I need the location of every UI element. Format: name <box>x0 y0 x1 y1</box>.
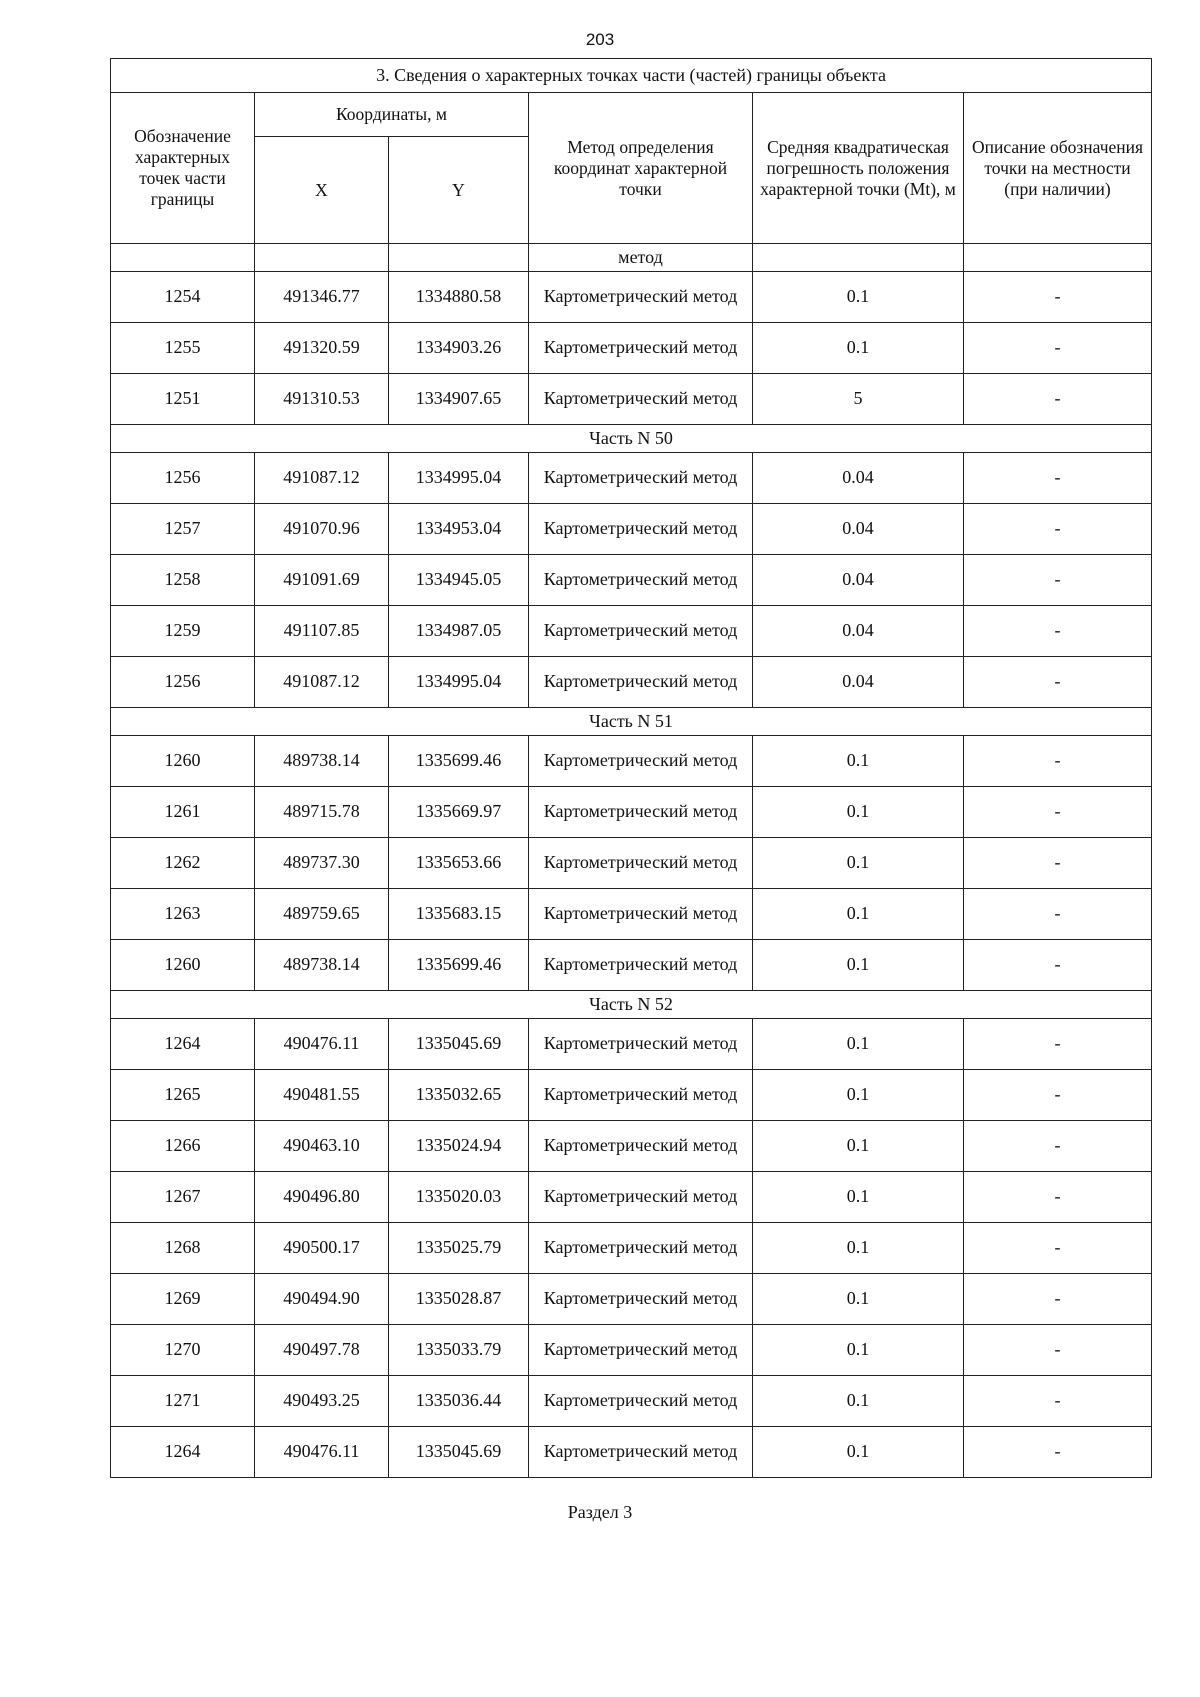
error-cell: 0.1 <box>753 323 964 374</box>
y-cell: 1334880.58 <box>389 272 529 323</box>
characteristic-points-table <box>110 58 1152 1478</box>
x-cell: 491346.77 <box>255 272 389 323</box>
description-cell: - <box>964 374 1152 425</box>
point-cell: 1260 <box>111 736 255 787</box>
point-cell: 1251 <box>111 374 255 425</box>
point-cell: 1271 <box>111 1376 255 1427</box>
error-cell: 5 <box>753 374 964 425</box>
x-cell: 490481.55 <box>255 1070 389 1121</box>
point-cell: 1266 <box>111 1121 255 1172</box>
x-cell: 491087.12 <box>255 657 389 708</box>
table-row <box>111 1325 1152 1376</box>
table-row <box>111 889 1152 940</box>
point-cell: 1261 <box>111 787 255 838</box>
table-row <box>111 1223 1152 1274</box>
description-cell: - <box>964 453 1152 504</box>
x-cell: 491070.96 <box>255 504 389 555</box>
header-method: Метод определения координат характерной точки <box>529 93 753 244</box>
x-cell: 491091.69 <box>255 555 389 606</box>
point-cell: 1264 <box>111 1019 255 1070</box>
point-cell: 1255 <box>111 323 255 374</box>
x-cell: 489738.14 <box>255 736 389 787</box>
table-row <box>111 1376 1152 1427</box>
table-body <box>111 244 1152 1478</box>
table-row <box>111 374 1152 425</box>
y-cell: 1335036.44 <box>389 1376 529 1427</box>
error-cell: 0.1 <box>753 736 964 787</box>
method-cell: Картометрический метод <box>529 1376 753 1427</box>
header-coords: Координаты, м <box>255 93 529 137</box>
part-header-row <box>111 708 1152 736</box>
method-cell: Картометрический метод <box>529 787 753 838</box>
x-cell: 490476.11 <box>255 1427 389 1478</box>
point-cell: 1267 <box>111 1172 255 1223</box>
x-cell: 491087.12 <box>255 453 389 504</box>
error-cell: 0.04 <box>753 606 964 657</box>
description-cell: - <box>964 1274 1152 1325</box>
x-cell: 490463.10 <box>255 1121 389 1172</box>
table-row <box>111 504 1152 555</box>
description-cell: - <box>964 787 1152 838</box>
table-row <box>111 657 1152 708</box>
point-cell: 1269 <box>111 1274 255 1325</box>
table-row <box>111 453 1152 504</box>
error-cell: 0.04 <box>753 504 964 555</box>
y-cell: 1334953.04 <box>389 504 529 555</box>
table-row <box>111 838 1152 889</box>
error-cell: 0.1 <box>753 1223 964 1274</box>
page-number: 203 <box>585 30 615 49</box>
part-label: Часть N 52 <box>111 991 1152 1019</box>
x-cell: 489737.30 <box>255 838 389 889</box>
method-cell: Картометрический метод <box>529 606 753 657</box>
table-row <box>111 272 1152 323</box>
error-cell: 0.1 <box>753 787 964 838</box>
table-row <box>111 1427 1152 1478</box>
y-cell: 1334995.04 <box>389 453 529 504</box>
x-cell: 491107.85 <box>255 606 389 657</box>
section-footer: Раздел 3 <box>567 1502 633 1522</box>
error-cell: 0.1 <box>753 1172 964 1223</box>
description-cell: - <box>964 606 1152 657</box>
y-cell: 1335032.65 <box>389 1070 529 1121</box>
method-cell: Картометрический метод <box>529 736 753 787</box>
error-cell: 0.04 <box>753 555 964 606</box>
point-cell: 1256 <box>111 453 255 504</box>
description-cell: - <box>964 1172 1152 1223</box>
table-row <box>111 555 1152 606</box>
table-row <box>111 606 1152 657</box>
method-cell: Картометрический метод <box>529 272 753 323</box>
error-cell: 0.1 <box>753 940 964 991</box>
description-cell: - <box>964 1121 1152 1172</box>
method-cell: Картометрический метод <box>529 1274 753 1325</box>
y-cell: 1335024.94 <box>389 1121 529 1172</box>
method-cell: Картометрический метод <box>529 940 753 991</box>
table-row <box>111 787 1152 838</box>
description-cell: - <box>964 272 1152 323</box>
part-label: Часть N 50 <box>111 425 1152 453</box>
y-cell: 1335045.69 <box>389 1019 529 1070</box>
x-cell: 491310.53 <box>255 374 389 425</box>
y-cell: 1335020.03 <box>389 1172 529 1223</box>
header-y: Y <box>389 137 529 244</box>
header-point: Обозначение характерных точек части границы <box>111 93 255 244</box>
error-cell: 0.1 <box>753 838 964 889</box>
error-cell: 0.04 <box>753 657 964 708</box>
y-cell: 1335699.46 <box>389 736 529 787</box>
part-label: Часть N 51 <box>111 708 1152 736</box>
header-description: Описание обозначения точки на местности (при наличии) <box>964 93 1152 244</box>
point-cell: 1256 <box>111 657 255 708</box>
x-cell: 490496.80 <box>255 1172 389 1223</box>
method-cell: Картометрический метод <box>529 1427 753 1478</box>
part-header-row <box>111 991 1152 1019</box>
table-row <box>111 736 1152 787</box>
y-cell: 1335025.79 <box>389 1223 529 1274</box>
table-row <box>111 1019 1152 1070</box>
description-cell: - <box>964 889 1152 940</box>
description-cell: - <box>964 555 1152 606</box>
y-cell: 1335653.66 <box>389 838 529 889</box>
table-title: 3. Сведения о характерных точках части (частей) границы объекта <box>111 59 1152 93</box>
y-cell: 1335699.46 <box>389 940 529 991</box>
error-cell: 0.1 <box>753 1274 964 1325</box>
method-cell: Картометрический метод <box>529 1172 753 1223</box>
y-cell: 1334903.26 <box>389 323 529 374</box>
method-cell: Картометрический метод <box>529 889 753 940</box>
error-cell: 0.1 <box>753 1325 964 1376</box>
point-cell: 1263 <box>111 889 255 940</box>
table-row <box>111 1172 1152 1223</box>
point-cell: 1264 <box>111 1427 255 1478</box>
x-cell: 490500.17 <box>255 1223 389 1274</box>
description-cell: - <box>964 1019 1152 1070</box>
continuation-cell: метод <box>529 244 753 272</box>
description-cell: - <box>964 736 1152 787</box>
point-cell: 1260 <box>111 940 255 991</box>
error-cell: 0.1 <box>753 1427 964 1478</box>
x-cell: 490493.25 <box>255 1376 389 1427</box>
error-cell: 0.04 <box>753 453 964 504</box>
table-row <box>111 1274 1152 1325</box>
continuation-row <box>111 244 1152 272</box>
method-cell: Картометрический метод <box>529 1019 753 1070</box>
point-cell: 1258 <box>111 555 255 606</box>
description-cell: - <box>964 1427 1152 1478</box>
x-cell: 489715.78 <box>255 787 389 838</box>
table-row <box>111 1121 1152 1172</box>
method-cell: Картометрический метод <box>529 1070 753 1121</box>
description-cell: - <box>964 1223 1152 1274</box>
y-cell: 1334945.05 <box>389 555 529 606</box>
point-cell: 1259 <box>111 606 255 657</box>
x-cell: 490497.78 <box>255 1325 389 1376</box>
point-cell: 1257 <box>111 504 255 555</box>
error-cell: 0.1 <box>753 1019 964 1070</box>
method-cell: Картометрический метод <box>529 1121 753 1172</box>
description-cell: - <box>964 1325 1152 1376</box>
table-row <box>111 323 1152 374</box>
y-cell: 1334987.05 <box>389 606 529 657</box>
y-cell: 1335045.69 <box>389 1427 529 1478</box>
header-x: X <box>255 137 389 244</box>
x-cell: 489759.65 <box>255 889 389 940</box>
method-cell: Картометрический метод <box>529 453 753 504</box>
method-cell: Картометрический метод <box>529 504 753 555</box>
method-cell: Картометрический метод <box>529 1325 753 1376</box>
method-cell: Картометрический метод <box>529 1223 753 1274</box>
y-cell: 1335669.97 <box>389 787 529 838</box>
part-header-row <box>111 425 1152 453</box>
description-cell: - <box>964 1376 1152 1427</box>
y-cell: 1334907.65 <box>389 374 529 425</box>
point-cell: 1268 <box>111 1223 255 1274</box>
description-cell: - <box>964 657 1152 708</box>
x-cell: 490476.11 <box>255 1019 389 1070</box>
table-row <box>111 940 1152 991</box>
description-cell: - <box>964 504 1152 555</box>
header-error: Средняя квадратическая погрешность положения характерной точки (Mt), м <box>753 93 964 244</box>
error-cell: 0.1 <box>753 1121 964 1172</box>
point-cell: 1270 <box>111 1325 255 1376</box>
method-cell: Картометрический метод <box>529 657 753 708</box>
x-cell: 491320.59 <box>255 323 389 374</box>
x-cell: 490494.90 <box>255 1274 389 1325</box>
description-cell: - <box>964 838 1152 889</box>
y-cell: 1335683.15 <box>389 889 529 940</box>
error-cell: 0.1 <box>753 1376 964 1427</box>
description-cell: - <box>964 1070 1152 1121</box>
error-cell: 0.1 <box>753 1070 964 1121</box>
method-cell: Картометрический метод <box>529 374 753 425</box>
table-row <box>111 1070 1152 1121</box>
point-cell: 1254 <box>111 272 255 323</box>
method-cell: Картометрический метод <box>529 323 753 374</box>
description-cell: - <box>964 323 1152 374</box>
y-cell: 1335033.79 <box>389 1325 529 1376</box>
method-cell: Картометрический метод <box>529 555 753 606</box>
method-cell: Картометрический метод <box>529 838 753 889</box>
description-cell: - <box>964 940 1152 991</box>
error-cell: 0.1 <box>753 889 964 940</box>
x-cell: 489738.14 <box>255 940 389 991</box>
y-cell: 1334995.04 <box>389 657 529 708</box>
y-cell: 1335028.87 <box>389 1274 529 1325</box>
point-cell: 1265 <box>111 1070 255 1121</box>
point-cell: 1262 <box>111 838 255 889</box>
error-cell: 0.1 <box>753 272 964 323</box>
